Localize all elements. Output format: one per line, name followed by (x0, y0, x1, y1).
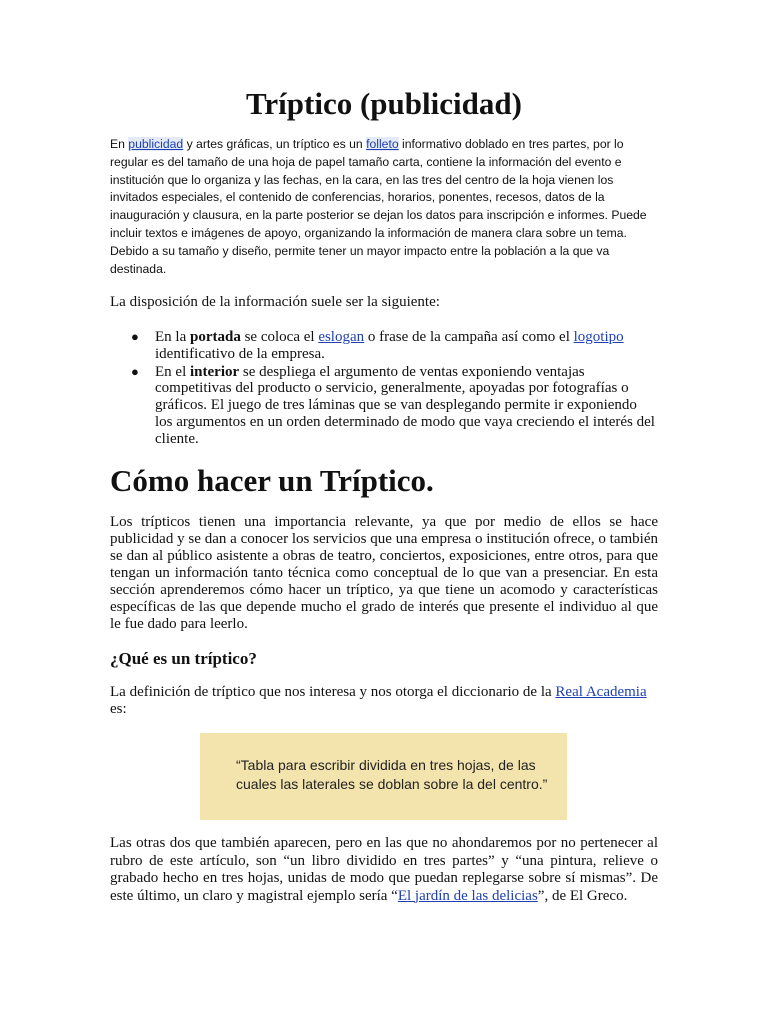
disposicion-list (110, 329, 658, 449)
link-real-academia[interactable]: Real Academia (555, 684, 647, 700)
list-bold-portada: portada (190, 329, 241, 345)
heading-que-es: ¿Qué es un tríptico? (110, 649, 257, 668)
intro-paragraph (110, 136, 656, 278)
list-text: En la (155, 329, 190, 345)
definition-text-end: es: (110, 701, 127, 717)
list-text: En el (155, 363, 190, 380)
list-bold-interior: interior (190, 363, 240, 380)
bullet-icon: ● (131, 329, 139, 344)
list-item-interior (110, 364, 658, 448)
bullet-icon: ● (131, 363, 139, 379)
list-text: se coloca el (240, 329, 319, 345)
heading-como-hacer: Cómo hacer un Tríptico. (110, 463, 434, 498)
intro-text-1: En (110, 137, 129, 151)
last-text: Las otras dos que también aparecen, pero en las que no ahondaremos por no pertenecer al rubro de este artículo, son “un libro dividido en tres partes” y “una pintura, relieve o grabado hecho en tres hojas, unidas de modo que puedan replegarse sobre sí mismas”. De este último, un claro y magistral ejemplo sería “ (110, 835, 658, 904)
link-folleto[interactable]: folleto (366, 137, 399, 151)
list-text: identificativo de la empresa. (155, 345, 325, 362)
intro-text-3: informativo doblado en tres partes, por lo regular es del tamaño de una hoja de papel tamaño carta, contiene la información del evento e institución que lo organiza y las fechas, en la cara, en las tres del centro de la hoja vienen los invitados especiales, el contenido de conferencias, horarios, ponentes, recesos, datos de la inauguración y clausura, en la parte posterior se dejan los datos para inscripción e informes. Puede incluir textos e imágenes de apoyo, organizando la información de manera clara sobre un tema. Debido a su tamaño y diseño, permite tener un mayor impacto entre la población a la que va destinada. (110, 137, 647, 276)
disposicion-paragraph: La disposición de la información suele ser la siguiente: (110, 294, 440, 310)
list-text: se despliega el argumento de ventas exponiendo ventajas competitivas del producto o servicio, generalmente, apoyadas por fotografías o gráficos. El juego de tres láminas que se van desplegando permite ir exponiendo los argumentos en un orden determinado de modo que vaya creciendo el interés del cliente. (155, 363, 655, 447)
definition-text: La definición de tríptico que nos interesa y nos otorga el diccionario de la (110, 684, 556, 700)
last-text-end: ”, de El Greco. (537, 887, 628, 904)
link-eslogan[interactable]: eslogan (318, 329, 365, 345)
page-title: Tríptico (publicidad) (246, 86, 522, 121)
last-paragraph (110, 835, 658, 905)
intro-text-2: y artes gráficas, un tríptico es un (183, 137, 367, 151)
quote-text: “Tabla para escribir dividida en tres hojas, de las cuales las laterales se doblan sobre la del centro.” (236, 757, 548, 792)
link-jardin-delicias[interactable]: El jardín de las delicias (397, 887, 538, 904)
definition-paragraph (110, 684, 660, 718)
link-logotipo[interactable]: logotipo (573, 329, 624, 345)
como-paragraph: Los trípticos tienen una importancia relevante, ya que por medio de ellos se hace publicidad y se dan a conocer los servicios que una empresa o institución ofrece, o también se dan al público asistente a obras de teatro, conciertos, exposiciones, entre otros, para que tengan un información tanto técnica como conceptual de lo que van a presenciar. En esta sección aprenderemos cómo hacer un tríptico, ya que tiene un acomodo y características específicas de las que depende mucho el grado de interés que presente el individuo al que le fue dado para leerlo. (110, 514, 658, 632)
link-publicidad[interactable]: publicidad (128, 137, 184, 151)
list-text: o frase de la campaña así como el (364, 329, 574, 345)
list-item-portada (110, 329, 658, 363)
quote-box (200, 733, 567, 820)
